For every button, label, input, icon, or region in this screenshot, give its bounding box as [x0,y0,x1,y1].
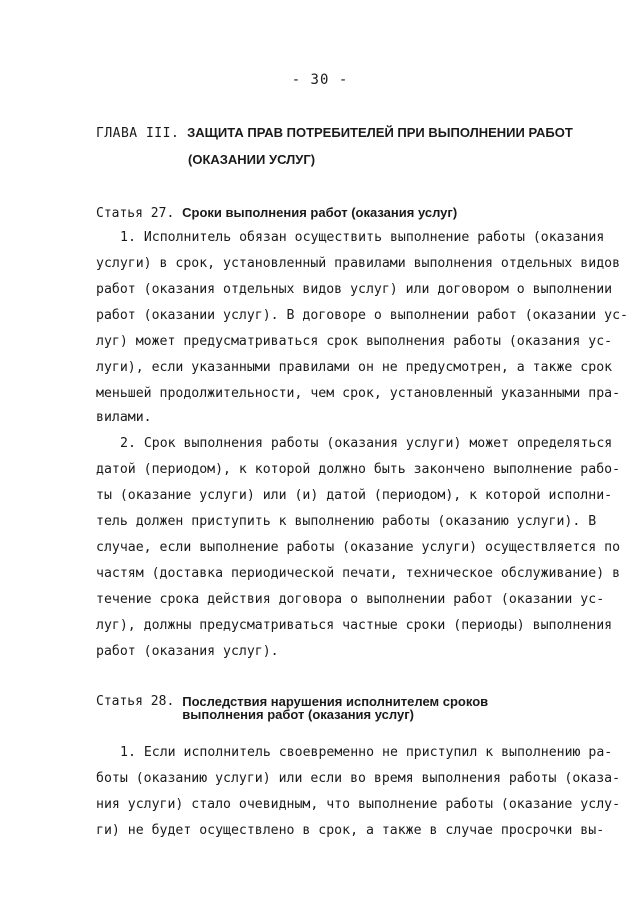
chapter-label: ГЛАВА III. [96,126,180,141]
article-27-line: частям (доставка периодической печати, техническое обслуживание) в [96,566,621,581]
article-28-line: боты (оказанию услуги) или если во время выполнения работы (оказа- [96,771,621,786]
article-27-line: меньшей продолжительности, чем срок, установленный указанными пра- [96,386,621,401]
article-27-line: луг) может предусматриваться срок выполнения работы (оказания ус- [96,334,613,349]
article-28-label: Статья 28. [96,694,175,709]
article-27-heading [96,206,457,221]
article-27-line: 1. Исполнитель обязан осуществить выполнение работы (оказания [120,230,605,245]
article-27-title: Сроки выполнения работ (оказания услуг) [182,205,458,220]
article-27-line: луг), должны предусматриваться частные сроки (периоды) выполнения [96,618,613,633]
article-27-line: работ (оказания отдельных видов услуг) или договором о выполнении [96,282,613,297]
article-28-line: 1. Если исполнитель своевременно не приступил к выполнению ра- [120,745,613,760]
article-28-line: ги) не будет осуществлено в срок, а также в случае просрочки вы- [96,823,605,838]
article-27-line: луги), если указанными правилами он не предусмотрен, а также срок [96,360,613,375]
article-27-line: работ (оказания услуг). [96,644,279,659]
chapter-title-line-2: (ОКАЗАНИИ УСЛУГ) [188,152,316,167]
article-27-line: течение срока действия договора о выполнении работ (оказании ус- [96,592,605,607]
article-27-line: работ (оказании услуг). В договоре о выполнении работ (оказании ус- [96,308,628,323]
article-28-line: ния услуги) стало очевидным, что выполнение работы (оказание услу- [96,797,621,812]
article-27-line: 2. Срок выполнения работы (оказания услуги) может определяться [120,436,613,451]
chapter-heading [96,120,573,173]
article-27-line: вилами. [96,410,152,425]
article-27-line: случае, если выполнение работы (оказание услуги) осуществляется по [96,540,621,555]
article-28-title [174,695,488,721]
article-27-label: Статья 27. [96,206,175,221]
article-28-title-line-2: выполнения работ (оказания услуг) [182,707,414,722]
article-27-line: тель должен приступить к выполнению работы (оказанию услуги). В [96,514,597,529]
article-27-line: датой (периодом), к которой должно быть закончено выполнение рабо- [96,462,621,477]
article-28-title-line-1: Последствия нарушения исполнителем сроков [182,694,489,709]
chapter-title-line-1 [96,120,573,147]
article-28-heading [96,695,488,721]
page-number: - 30 - [291,72,349,88]
article-27-line: ты (оказание услуги) или (и) датой (периодом), к которой исполни- [96,488,613,503]
chapter-title: ЗАЩИТА ПРАВ ПОТРЕБИТЕЛЕЙ ПРИ ВЫПОЛНЕНИИ РАБОТ [187,125,573,140]
article-27-line: услуги) в срок, установленный правилами выполнения отдельных видов [96,256,621,271]
